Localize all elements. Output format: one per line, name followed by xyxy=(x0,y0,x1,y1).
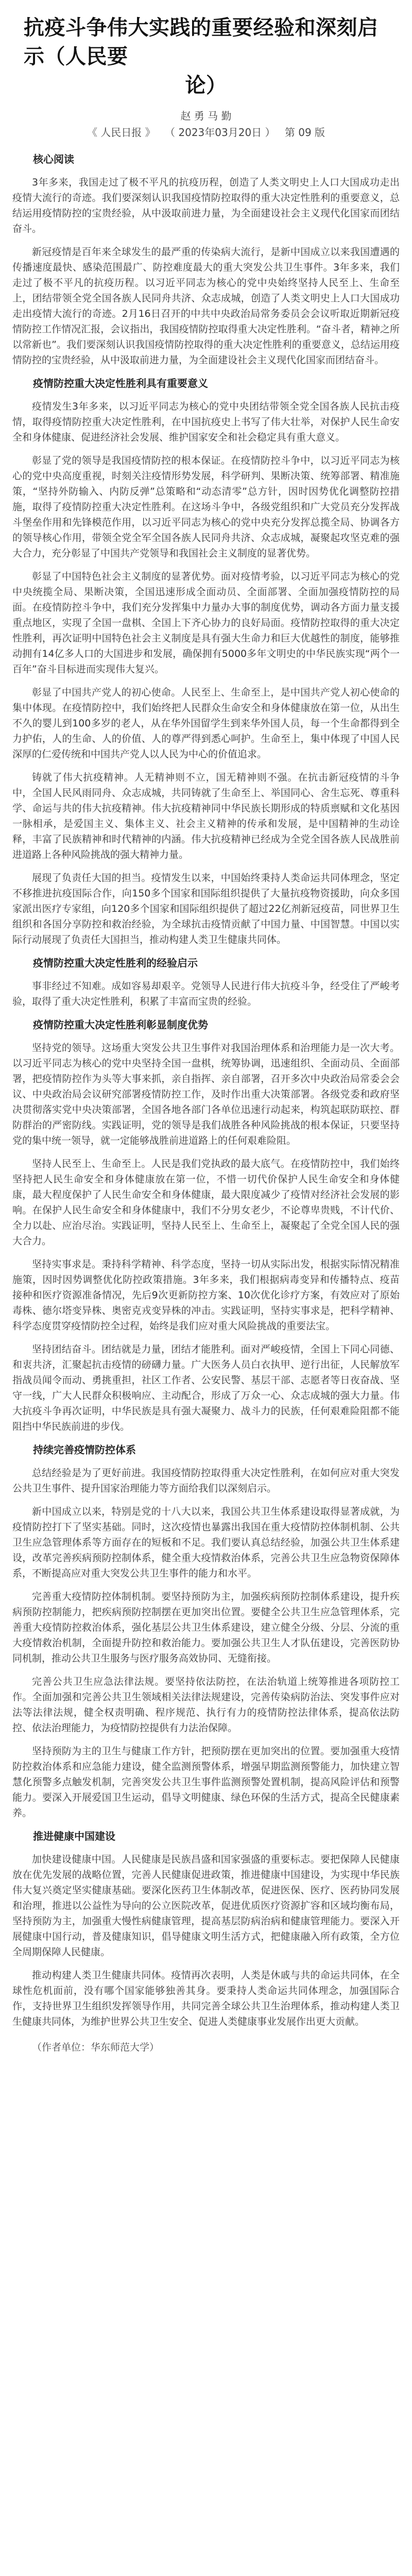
article-paragraph: 坚持实事求是。秉持科学精神、科学态度，坚持一切从实际出发，根据实际情况精准施策，因时因势调整优化防控政策措施。3年多来，我们根据病毒变异和传播特点、疫苗接种和医疗资源准备情况，先后9次更新防控方案、10次优化诊疗方案，有效应对了原始毒株、德尔塔变异株、奥密克戎变异株的冲击。实践证明，坚持实事求是，把科学精神、科学态度贯穿疫情防控全过程，始终是我们应对重大风险挑战的重要法宝。 xyxy=(12,1259,400,1332)
article-paragraph: 3年多来，我国走过了极不平凡的抗疫历程，创造了人类文明史上人口大国成功走出疫情大流行的奇迹。我们要深刻认识我国疫情防控取得的重大决定性胜利的重要意义，总结运用疫情防控的宝贵经验，从中汲取前进力量，为全面建设社会主义现代化国家而团结奋斗。 xyxy=(12,177,400,234)
article-paragraph: 推动构建人类卫生健康共同体。疫情再次表明，人类是休戚与共的命运共同体，在全球性危机面前，没有哪个国家能够独善其身。要秉持人类命运共同体理念，加强国际合作，支持世界卫生组织发挥领导作用，共同完善全球公共卫生治理体系，推动构建人类卫生健康共同体，为维护世界公共卫生安全、促进人类健康事业发展作出更大贡献。 xyxy=(12,1970,400,2027)
article-authors: 赵 勇 马 勤 xyxy=(180,110,232,122)
article-paragraph: 加快建设健康中国。人民健康是民族昌盛和国家强盛的重要标志。要把保障人民健康放在优先发展的战略位置，完善人民健康促进政策，推进健康中国建设，为实现中华民族伟大复兴奠定坚实健康基础。要深化医药卫生体制改革，促进医保、医疗、医药协同发展和治理，推进以公益性为导向的公立医院改革，促进优质医疗资源扩容和区域均衡布局，坚持预防为主，加强重大慢性病健康管理，提高基层防病治病和健康管理能力。要深入开展健康中国行动，普及健康知识，倡导健康文明生活方式，把健康融入所有政策，全方位全周期保障人民健康。 xyxy=(12,1854,400,1958)
source-page: 第 09 版 xyxy=(284,126,325,139)
article-title xyxy=(24,13,388,100)
article-paragraph: 新中国成立以来，特别是党的十八大以来，我国公共卫生体系建设取得显著成就，为疫情防控打下了坚实基础。同时，这次疫情也暴露出我国在重大疫情防控体制机制、公共卫生应急管理体系等方面存在的短板和不足。我们要认真总结经验，加强公共卫生体系建设，改革完善疾病预防控制体系，健全重大疫情救治体系，完善公共卫生应急物资保障体系，不断提高应对重大突发公共卫生事件的能力和水平。 xyxy=(12,1506,400,1579)
source-date: （ 2023年03月20日 ） xyxy=(165,126,276,139)
article-paragraph: 铸就了伟大抗疫精神。人无精神则不立，国无精神则不强。在抗击新冠疫情的斗争中，全国人民风雨同舟、众志成城，共同铸就了生命至上、举国同心、舍生忘死、尊重科学、命运与共的伟大抗疫精神。伟大抗疫精神同中华民族长期形成的特质禀赋和文化基因一脉相承，是爱国主义、集体主义、社会主义精神的传承和发展，是中国精神的生动诠释，丰富了民族精神和时代精神的内涵。伟大抗疫精神已经成为全党全国各族人民战胜前进道路上各种风险挑战的强大精神力量。 xyxy=(12,772,400,860)
article-body xyxy=(12,151,400,2029)
section-heading: 推进健康中国建设 xyxy=(33,1830,115,1842)
article-paragraph: 新冠疫情是百年来全球发生的最严重的传染病大流行，是新中国成立以来我国遭遇的传播速度最快、感染范围最广、防控难度最大的重大突发公共卫生事件。3年多来，我们走过了极不平凡的抗疫历程。以习近平同志为核心的党中央始终坚持人民至上、生命至上，团结带领全党全国各族人民同舟共济、众志成城，创造了人类文明史上人口大国成功走出疫情大流行的奇迹。2月16日召开的中共中央政治局常务委员会会议听取近期新冠疫情防控工作情况汇报，会议指出，我国疫情防控取得重大决定性胜利。“奋斗者，精神之所以常新也”。我们要深刻认识我国疫情防控取得的重大决定性胜利的重要意义，总结运用疫情防控的宝贵经验，从中汲取前进力量，为全面建设社会主义现代化国家而团结奋斗。 xyxy=(12,246,400,366)
article-paragraph: 彰显了党的领导是我国疫情防控的根本保证。在疫情防控斗争中，以习近平同志为核心的党中央高度重视，时刻关注疫情形势发展，科学研判、果断决策、统筹部署、精准施策，“坚持外防输入、内防反弹”总策略和“动态清零”总方针，因时因势优化调整防控措施，取得了疫情防控重大决定性胜利。在这场斗争中，各级党组织和广大党员充分发挥战斗堡垒作用和先锋模范作用，以习近平同志为核心的党中央充分发挥总揽全局、协调各方的领导核心作用，带领全党全军全国各族人民同舟共济、众志成城，凝聚起攻坚克难的强大合力，充分彰显了中国共产党领导和我国社会主义制度的显著优势。 xyxy=(12,455,400,559)
article-paragraph: 疫情发生3年多来，以习近平同志为核心的党中央团结带领全党全国各族人民抗击疫情，取得疫情防控重大决定性胜利，在中国抗疫史上书写了伟大壮举，对保护人民生命安全和身体健康、促进经济社会发展、维护国家安全和社会稳定具有重大意义。 xyxy=(12,401,400,443)
article-paragraph: 坚持党的领导。这场重大突发公共卫生事件对我国治理体系和治理能力是一次大考。以习近平同志为核心的党中央坚持全国一盘棋，统筹协调，迅速组织、全面动员、全面部署，把疫情防控作为头等大事来抓，亲自指挥、亲自部署，召开多次中央政治局常委会会议、中央政治局会议研究部署疫情防控工作，及时作出重大决策部署。各级党委和政府坚决贯彻落实党中央决策部署，全国各地各部门各单位迅速行动起来，构筑起联防联控、群防群治的严密防线。实践证明，党的领导是我们战胜各种风险挑战的根本保证，只要坚持党的集中统一领导，就一定能够战胜前进道路上的任何艰难险阻。 xyxy=(12,1042,400,1146)
source-paper: 《 人民日报 》 xyxy=(87,126,156,139)
article-source xyxy=(0,125,412,140)
article-paragraph: 坚持人民至上、生命至上。人民是我们党执政的最大底气。在疫情防控中，我们始终坚持把人民生命安全和身体健康放在第一位，不惜一切代价保护人民生命安全和身体健康，最大程度保护了人民生命安全和身体健康，最大限度减少了疫情对经济社会发展的影响。在保护人民生命安全和身体健康中，我们不分男女老少，不论尊卑贵贱，不计代价、全力以赴、应治尽治。实践证明，坚持人民至上、生命至上，凝聚起了全党全国人民的强大合力。 xyxy=(12,1158,400,1247)
article-paragraph: 坚持预防为主的卫生与健康工作方针，把预防摆在更加突出的位置。要加强重大疫情防控救治体系和应急能力建设，健全监测预警体系，增强早期监测预警能力，加快建立智慧化预警多点触发机制，完善突发公共卫生事件监测预警处置机制，提高风险评估和预警能力。要深入开展爱国卫生运动，倡导文明健康、绿色环保的生活方式，提高全民健康素养。 xyxy=(12,1745,400,1819)
article-paragraph: 完善公共卫生应急法律法规。要坚持依法防控，在法治轨道上统筹推进各项防控工作。全面加强和完善公共卫生领域相关法律法规建设，完善传染病防治法、突发事件应对法等法律法规，健全权责明确、程序规范、执行有力的疫情防控法律体系，提高依法防控、依法治理能力，为疫情防控提供有力法治保障。 xyxy=(12,1676,400,1734)
article-paragraph: 展现了负责任大国的担当。疫情发生以来，中国始终秉持人类命运共同体理念，坚定不移推进抗疫国际合作，向150多个国家和国际组织提供了大量抗疫物资援助，向众多国家派出医疗专家组，向120多个国家和国际组织提供了超过22亿剂新冠疫苗，同世界卫生组织和各国分享防控和救治经验，为全球抗击疫情贡献了中国力量、中国智慧。中国以实际行动展现了负责任大国担当，推动构建人类卫生健康共同体。 xyxy=(12,872,400,945)
article-title-line-2: 论） xyxy=(185,74,227,97)
section-heading: 疫情防控重大决定性胜利彰显制度优势 xyxy=(33,1019,208,1031)
article-paragraph: 完善重大疫情防控体制机制。要坚持预防为主，加强疾病预防控制体系建设，提升疾病预防控制能力，把疾病预防控制摆在更加突出位置。要健全公共卫生应急管理体系，完善重大疫情防控救治体系，强化基层公共卫生体系建设，建立健全分级、分层、分流的重大疫情救治机制，全面提升防控和救治能力。要加强公共卫生人才队伍建设，完善医防协同机制，推动公共卫生服务与医疗服务高效协同、无缝衔接。 xyxy=(12,1591,400,1664)
author-affiliation: （作者单位：华东师范大学） xyxy=(32,2042,160,2053)
section-heading-core-reading: 核心阅读 xyxy=(33,153,74,165)
article-paragraph: 事非经过不知难。成如容易却艰辛。党领导人民进行伟大抗疫斗争，经受住了严峻考验，取得了重大决定性胜利，积累了丰富而宝贵的经验。 xyxy=(12,980,400,1007)
article-paragraph: 彰显了中国共产党人的初心使命。人民至上、生命至上，是中国共产党人初心使命的集中体现。在疫情防控中，我们始终把人民群众生命安全和身体健康放在第一位，从出生不久的婴儿到100多岁的老人，从在华外国留学生到来华外国人员，每一个生命都得到全力护佑，人的生命、人的价值、人的尊严得到悉心呵护。生命至上，集中体现了中国人民深厚的仁爱传统和中国共产党人以人民为中心的价值追求。 xyxy=(12,687,400,760)
article-paragraph: 彰显了中国特色社会主义制度的显著优势。面对疫情考验，以习近平同志为核心的党中央统揽全局、果断决策，全国迅速形成全面动员、全面部署、全面加强疫情防控的局面。在疫情防控斗争中，我们充分发挥集中力量办大事的制度优势，调动各方面力量支援重点地区，实现了全国一盘棋、全国上下齐心协力的良好局面。疫情防控取得的重大决定性胜利，再次证明中国特色社会主义制度是具有强大生命力和巨大优越性的制度，能够推动拥有14亿多人口的大国进步和发展，确保拥有5000多年文明史的中华民族实现“两个一百年”奋斗目标进而实现伟大复兴。 xyxy=(12,571,400,675)
article-title-line-1: 抗疫斗争伟大实践的重要经验和深刻启示（人民要 xyxy=(24,16,379,69)
section-heading: 疫情防控重大决定性胜利具有重要意义 xyxy=(33,377,208,389)
article-paragraph: 坚持团结奋斗。团结就是力量，团结才能胜利。面对严峻疫情，全国上下同心同德、和衷共济，汇聚起抗击疫情的磅礴力量。广大医务人员白衣执甲、逆行出征，人民解放军指战员闻令而动、勇挑重担，社区工作者、公安民警、基层干部、志愿者等日夜奋战、坚守一线，广大人民群众积极响应、主动配合，形成了万众一心、众志成城的强大力量。伟大抗疫斗争再次证明，中华民族是具有强大凝聚力、战斗力的民族，任何艰难险阻都不能阻挡中华民族前进的步伐。 xyxy=(12,1344,400,1432)
article-paragraph: 总结经验是为了更好前进。我国疫情防控取得重大决定性胜利，在如何应对重大突发公共卫生事件、提升国家治理能力等方面给我们以深刻启示。 xyxy=(12,1467,400,1494)
section-heading: 疫情防控重大决定性胜利的经验启示 xyxy=(33,957,198,969)
section-heading: 持续完善疫情防控体系 xyxy=(33,1444,136,1456)
